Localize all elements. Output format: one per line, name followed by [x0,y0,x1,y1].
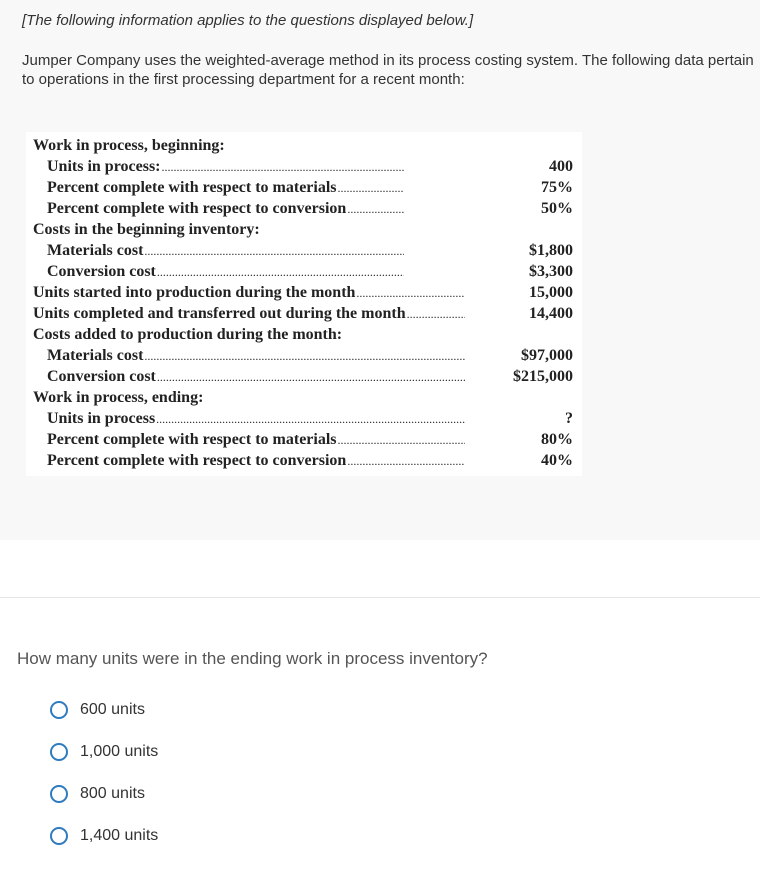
row-value: 400 [549,158,573,175]
row-label: Materials cost ..... [47,240,404,262]
row-value: $3,300 [529,263,573,280]
row-value: 75% [541,179,573,196]
table-row [26,387,582,408]
answer-option-1000-units[interactable] [50,740,158,764]
table-row [26,282,582,303]
row-label: Costs added to production during the month: [33,326,343,343]
row-value: 50% [541,200,573,217]
table-row [26,366,582,387]
row-label: Work in process, beginning: [33,137,225,154]
row-value: $97,000 [521,347,573,364]
table-row [26,219,582,240]
answer-option-800-units[interactable] [50,782,145,806]
table-row [26,429,582,450]
data-table [26,132,582,476]
row-label: Percent complete with respect to materials ..... [47,177,404,199]
table-row [26,177,582,198]
table-row [26,324,582,345]
row-label: Units started into production during the month ..... [33,282,465,304]
table-row [26,408,582,429]
option-label: 1,400 units [80,827,159,844]
option-label: 1,000 units [80,743,159,760]
table-row [26,135,582,156]
row-value: 15,000 [529,284,573,301]
option-label: 800 units [80,785,145,802]
row-value: 40% [541,452,573,469]
radio-button[interactable] [50,785,68,803]
row-label: Work in process, ending: [33,389,204,406]
row-label: Materials cost ..... [47,345,465,367]
row-label: Conversion cost ..... [47,366,465,388]
table-row [26,156,582,177]
instruction-note: [The following information applies to the questions displayed below.] [22,12,474,29]
row-label: Units in process: ..... [47,156,404,178]
table-row [26,198,582,219]
table-row [26,450,582,471]
row-value: $215,000 [513,368,573,385]
section-divider [0,597,760,598]
table-row [26,345,582,366]
row-label: Percent complete with respect to conversion ..... [47,450,465,472]
table-row [26,261,582,282]
radio-button[interactable] [50,827,68,845]
table-row [26,303,582,324]
row-value: ? [565,410,573,427]
answer-option-1400-units[interactable] [50,824,158,848]
row-label: Conversion cost ..... [47,261,404,283]
row-value: $1,800 [529,242,573,259]
answer-option-600-units[interactable] [50,698,145,722]
row-label: Costs in the beginning inventory: [33,221,260,238]
radio-button[interactable] [50,701,68,719]
row-label: Percent complete with respect to conversion ..... [47,198,404,220]
question-text: How many units were in the ending work in process inventory? [17,649,488,668]
row-value: 80% [541,431,573,448]
option-label: 600 units [80,701,145,718]
row-label: Percent complete with respect to materials ..... [47,429,465,451]
table-row [26,240,582,261]
row-label: Units in process ..... [47,408,465,430]
intro-text: Jumper Company uses the weighted-average method in its process costing system. The following data pertain to operations in the first processing department for a recent month: [22,52,754,88]
row-value: 14,400 [529,305,573,322]
row-label: Units completed and transferred out during the month ..... [33,303,465,325]
radio-button[interactable] [50,743,68,761]
